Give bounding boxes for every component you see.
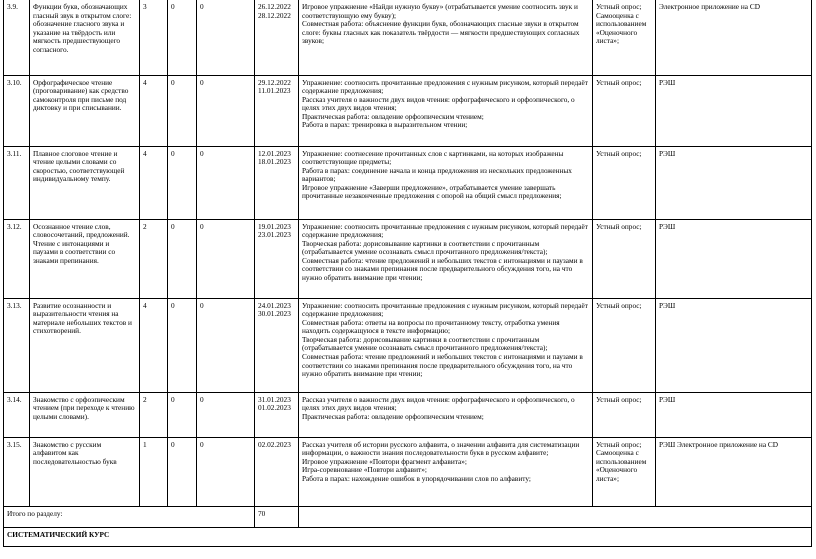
control-cell: 0	[168, 219, 197, 298]
section-title: СИСТЕМАТИЧЕСКИЙ КУРС	[4, 527, 812, 546]
activity-item: Совместная работа: чтение предложений и небольших текстов с интонациями и паузами в соответствии со знаками препинания после предварительного обсуждения того, на что нужно обратить внимание при чтении;	[302, 255, 583, 283]
date-value: 02.02.2023	[258, 439, 291, 449]
section-row	[4, 527, 812, 546]
row-number: 3.9.	[4, 0, 30, 75]
practice-cell: 0	[197, 75, 255, 146]
date-value: 18.01.2023	[258, 157, 291, 167]
table-row	[4, 0, 812, 75]
activities-cell	[299, 437, 593, 506]
activity-item: Совместная работа: ответы на вопросы по прочитанному тексту, отработка умения находить содержащуюся в тексте информацию;	[302, 317, 560, 336]
topic-cell: Плавное слоговое чтение и чтение целыми словами со скоростью, соответствующей индивидуальному темпу.	[30, 146, 140, 219]
hours-cell: 2	[140, 219, 168, 298]
table-row	[4, 75, 812, 146]
hours-cell: 1	[140, 437, 168, 506]
date-value: 11.01.2023	[258, 86, 291, 96]
row-number: 3.10.	[4, 75, 30, 146]
control-cell: 0	[168, 0, 197, 75]
resources-cell: РЭШ	[656, 146, 812, 219]
forms-cell: Устный опрос;	[593, 298, 656, 392]
activity-item: Упражнение: соотносить прочитанные предложения с нужным рисунком, который передаёт содержание предложения;	[302, 77, 588, 96]
date-value: 12.01.2023	[258, 148, 291, 158]
dates-cell	[255, 146, 299, 219]
date-value: 31.01.2023	[258, 394, 291, 404]
table-row	[4, 392, 812, 437]
row-number: 3.15.	[4, 437, 30, 506]
total-value: 70	[255, 506, 299, 527]
activity-item: Упражнение: соотнесение прочитанных слов с картинками, на которых изображены соответствующие предметы;	[302, 148, 564, 167]
forms-cell: Устный опрос;	[593, 392, 656, 437]
hours-cell: 4	[140, 146, 168, 219]
activities-cell	[299, 0, 593, 75]
activity-item: Игровое упражнение «Заверши предложение», отрабатывается умение завершать прочитанные незаконченные предложения с опорой на общий смысл предложения;	[302, 182, 562, 201]
forms-cell: Устный опрос;	[593, 146, 656, 219]
dates-cell	[255, 219, 299, 298]
date-value: 29.12.2022	[258, 77, 291, 87]
practice-cell: 0	[197, 298, 255, 392]
hours-cell: 4	[140, 298, 168, 392]
topic-cell: Развитие осознанности и выразительности чтения на материале небольших текстов и стихотворений.	[30, 298, 140, 392]
activities-cell	[299, 219, 593, 298]
activity-item: Игровое упражнение «Найди нужную букву» (отрабатывается умение соотносить звук и соответствующую ему букву);	[302, 2, 578, 20]
row-number: 3.14.	[4, 392, 30, 437]
hours-cell: 2	[140, 392, 168, 437]
activity-item: Работа в парах: нахождение ошибок в упорядочивании слов по алфавиту;	[302, 473, 531, 483]
topic-cell: Функции букв, обозначающих гласный звук в открытом слоге: обозначение гласного звука и указание на твёрдость или мягкость предшествующего согласного.	[30, 0, 140, 75]
date-value: 23.01.2023	[258, 230, 291, 240]
dates-cell	[255, 437, 299, 506]
activity-item: Совместная работа: чтение предложений и небольших текстов с интонациями и паузами в соответствии со знаками препинания после предварительного обсуждения того, на что нужно обратить внимание при чтении;	[302, 352, 583, 379]
table-row	[4, 146, 812, 219]
activity-item: Рассказ учителя о важности двух видов чтения: орфографического и орфоэпического, о целях этих двух видов чтения;	[302, 94, 575, 113]
dates-cell	[255, 0, 299, 75]
table-row	[4, 298, 812, 392]
activity-item: Игра-соревнование «Повтори алфавит»;	[302, 465, 427, 475]
activity-item: Игровое упражнение «Повтори фрагмент алфавита»;	[302, 456, 467, 466]
total-label: Итого по разделу:	[4, 506, 255, 527]
hours-cell: 4	[140, 75, 168, 146]
activity-item: Работа в парах: соединение начала и конца предложения из нескольких предложенных вариантов;	[302, 165, 572, 184]
activities-cell	[299, 75, 593, 146]
activities-cell	[299, 392, 593, 437]
date-value: 24.01.2023	[258, 300, 291, 310]
hours-cell: 3	[140, 0, 168, 75]
table-body	[4, 0, 812, 546]
activity-item: Совместная работа: объяснение функции букв, обозначающих гласные звуки в открытом слоге: буквы гласных как показатель твёрдости — мягкости предшествующих согласных звуков;	[302, 19, 580, 46]
total-row	[4, 506, 812, 527]
topic-cell: Знакомство с русским алфавитом как последовательностью букв	[30, 437, 140, 506]
row-number: 3.11.	[4, 146, 30, 219]
forms-cell: Устный опрос;	[593, 75, 656, 146]
activity-item: Рассказ учителя о важности двух видов чтения: орфографического и орфоэпического, о целях этих двух видов чтения;	[302, 394, 575, 413]
forms-cell: Устный опрос; Самооценка с использованием «Оценочного листа»;	[593, 437, 656, 506]
date-value: 01.02.2023	[258, 403, 291, 413]
dates-cell	[255, 298, 299, 392]
activity-item: Упражнение: соотносить прочитанные предложения с нужным рисунком, который передаёт содержание предложения;	[302, 221, 588, 240]
activities-cell	[299, 298, 593, 392]
control-cell: 0	[168, 392, 197, 437]
control-cell: 0	[168, 75, 197, 146]
resources-cell: РЭШ Электронное приложение на CD	[656, 437, 812, 506]
practice-cell: 0	[197, 392, 255, 437]
resources-cell: РЭШ	[656, 392, 812, 437]
forms-cell: Устный опрос;	[593, 219, 656, 298]
control-cell: 0	[168, 298, 197, 392]
forms-cell: Устный опрос; Самооценка с использованием «Оценочного листа»;	[593, 0, 656, 75]
topic-cell: Знакомство с орфоэпическим чтением (при переходе к чтению целыми словами).	[30, 392, 140, 437]
lesson-plan-table	[3, 0, 812, 547]
row-number: 3.13.	[4, 298, 30, 392]
activity-item: Упражнение: соотносить прочитанные предложения с нужным рисунком, который передаёт содержание предложения;	[302, 300, 588, 319]
control-cell: 0	[168, 146, 197, 219]
activities-cell	[299, 146, 593, 219]
activity-item: Практическая работа: овладение орфоэпическим чтением;	[302, 411, 484, 421]
control-cell: 0	[168, 437, 197, 506]
total-empty-cell	[299, 506, 812, 527]
resources-cell: РЭШ	[656, 75, 812, 146]
practice-cell: 0	[197, 219, 255, 298]
practice-cell: 0	[197, 0, 255, 75]
activity-item: Практическая работа: овладение орфоэпическим чтением;	[302, 111, 484, 121]
activity-item: Творческая работа: дорисовывание картинки в соответствии с прочитанным (отрабатывается умение осознавать смысл прочитанного предложения/текста);	[302, 334, 548, 353]
dates-cell	[255, 392, 299, 437]
table-row	[4, 219, 812, 298]
date-value: 30.01.2023	[258, 309, 291, 319]
practice-cell: 0	[197, 437, 255, 506]
date-value: 28.12.2022	[258, 10, 291, 20]
date-value: 26.12.2022	[258, 2, 291, 11]
dates-cell	[255, 75, 299, 146]
resources-cell: Электронное приложение на CD	[656, 0, 812, 75]
topic-cell: Орфографическое чтение (проговаривание) как средство самоконтроля при письме под диктовку и при списывании.	[30, 75, 140, 146]
date-value: 19.01.2023	[258, 221, 291, 231]
table-row	[4, 437, 812, 506]
resources-cell: РЭШ	[656, 298, 812, 392]
row-number: 3.12.	[4, 219, 30, 298]
activity-item: Рассказ учителя об истории русского алфавита, о значении алфавита для систематизации информации, о важности знания последовательности букв в русском алфавите;	[302, 439, 580, 458]
resources-cell: РЭШ	[656, 219, 812, 298]
activity-item: Работа в парах: тренировка в выразительном чтении;	[302, 120, 468, 130]
activity-item: Творческая работа: дорисовывание картинки в соответствии с прочитанным (отрабатывается умение осознавать смысл прочитанного предложения/текста);	[302, 238, 548, 257]
practice-cell: 0	[197, 146, 255, 219]
topic-cell: Осознанное чтение слов, словосочетаний, предложений. Чтение с интонациями и паузами в соответствии со знаками препинания.	[30, 219, 140, 298]
